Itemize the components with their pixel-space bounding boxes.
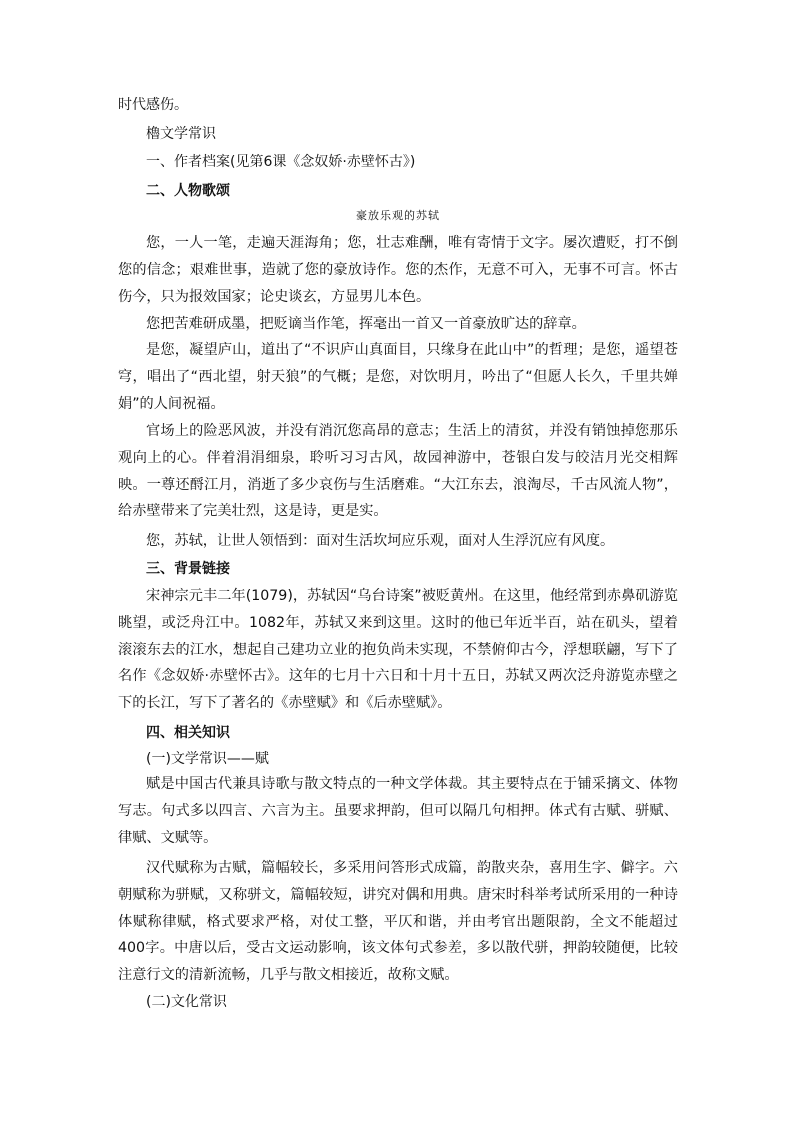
praise-title: 豪放乐观的苏轼 <box>356 209 440 222</box>
section-label-literary-knowledge: 櫓文学常识 <box>146 126 216 142</box>
background-paragraph: 宋神宗元丰二年(1079)，苏轼因“乌台诗案”被贬黄州。在这里，他经常到赤鼻矶游览眺望，或泛舟江中。1082年，苏轼又来到这里。这时的他已年近半百，站在矶头，望着滚滚东去的江水，想起自己建功立业的抱负尚未实现，不禁俯仰古今，浮想联翩，写下了名作《念奴娇·赤壁怀古》。这年的七月十六日和十月十五日，苏轼又两次泛舟游览赤壁之下的长江，写下了著名的《赤壁赋》和《后赤壁赋》。 <box>118 588 678 712</box>
praise-paragraph-3: 是您，凝望庐山，道出了“不识庐山真面目，只缘身在此山中”的哲理；是您，遥望苍穹，唱出了“西北望，射天狼”的气概；是您，对饮明月，吟出了“但愿人长久，千里共婵娟”的人间祝福。 <box>118 342 678 412</box>
praise-paragraph-2: 您把苦难研成墨，把贬谪当作笔，挥毫出一首又一首豪放旷达的辞章。 <box>146 316 586 332</box>
related-knowledge-heading: 四、相关知识 <box>146 725 230 741</box>
literary-subheading-fu: (一)文学常识——赋 <box>146 751 269 767</box>
fu-paragraph-1: 赋是中国古代兼具诗歌与散文特点的一种文学体裁。其主要特点在于铺采摛文、体物写志。句式多以四言、六言为主。虽要求押韵，但可以隔几句相押。体式有古赋、骈赋、律赋、文赋等。 <box>118 776 678 846</box>
author-file-heading: 一、作者档案(见第6课《念奴娇·赤壁怀古》) <box>146 154 416 170</box>
praise-paragraph-4: 官场上的险恶风波，并没有消沉您高昂的意志；生活上的清贫，并没有销蚀掉您那乐观向上的心。伴着涓涓细泉，聆听习习古风，故园神游中，苍银白发与皎洁月光交相辉映。一尊还酹江月，消逝了多少哀伤与生活磨难。“大江东去，浪淘尽，千古风流人物”，给赤壁带来了完美壮烈，这是诗，更是实。 <box>118 423 678 520</box>
text-line-era-sorrow: 时代感伤。 <box>118 97 188 113</box>
praise-heading: 二、人物歌颂 <box>146 183 230 199</box>
background-heading: 三、背景链接 <box>146 561 230 577</box>
fu-paragraph-2: 汉代赋称为古赋，篇幅较长，多采用问答形式成篇，韵散夹杂，喜用生字、僻字。六朝赋称为骈赋，又称骈文，篇幅较短，讲究对偶和用典。唐宋时科举考试所采用的一种诗体赋称律赋，格式要求严格，对仗工整，平仄和谐，并由考官出题限韵，全文不能超过400字。中唐以后，受古文运动影响，该文体句式参差，多以散代骈，押韵较随便，比较注意行文的清新流畅，几乎与散文相接近，故称文赋。 <box>118 860 678 984</box>
cultural-subheading: (二)文化常识 <box>146 994 227 1010</box>
praise-paragraph-5: 您，苏轼，让世人领悟到：面对生活坎坷应乐观，面对人生浮沉应有风度。 <box>146 533 615 549</box>
praise-paragraph-1: 您，一人一笔，走遍天涯海角；您，壮志难酬，唯有寄情于文字。屡次遭贬，打不倒您的信念；艰难世事，造就了您的豪放诗作。您的杰作，无意不可入，无事不可言。怀古伤今，只为报效国家；论史谈玄，方显男儿本色。 <box>118 235 678 305</box>
